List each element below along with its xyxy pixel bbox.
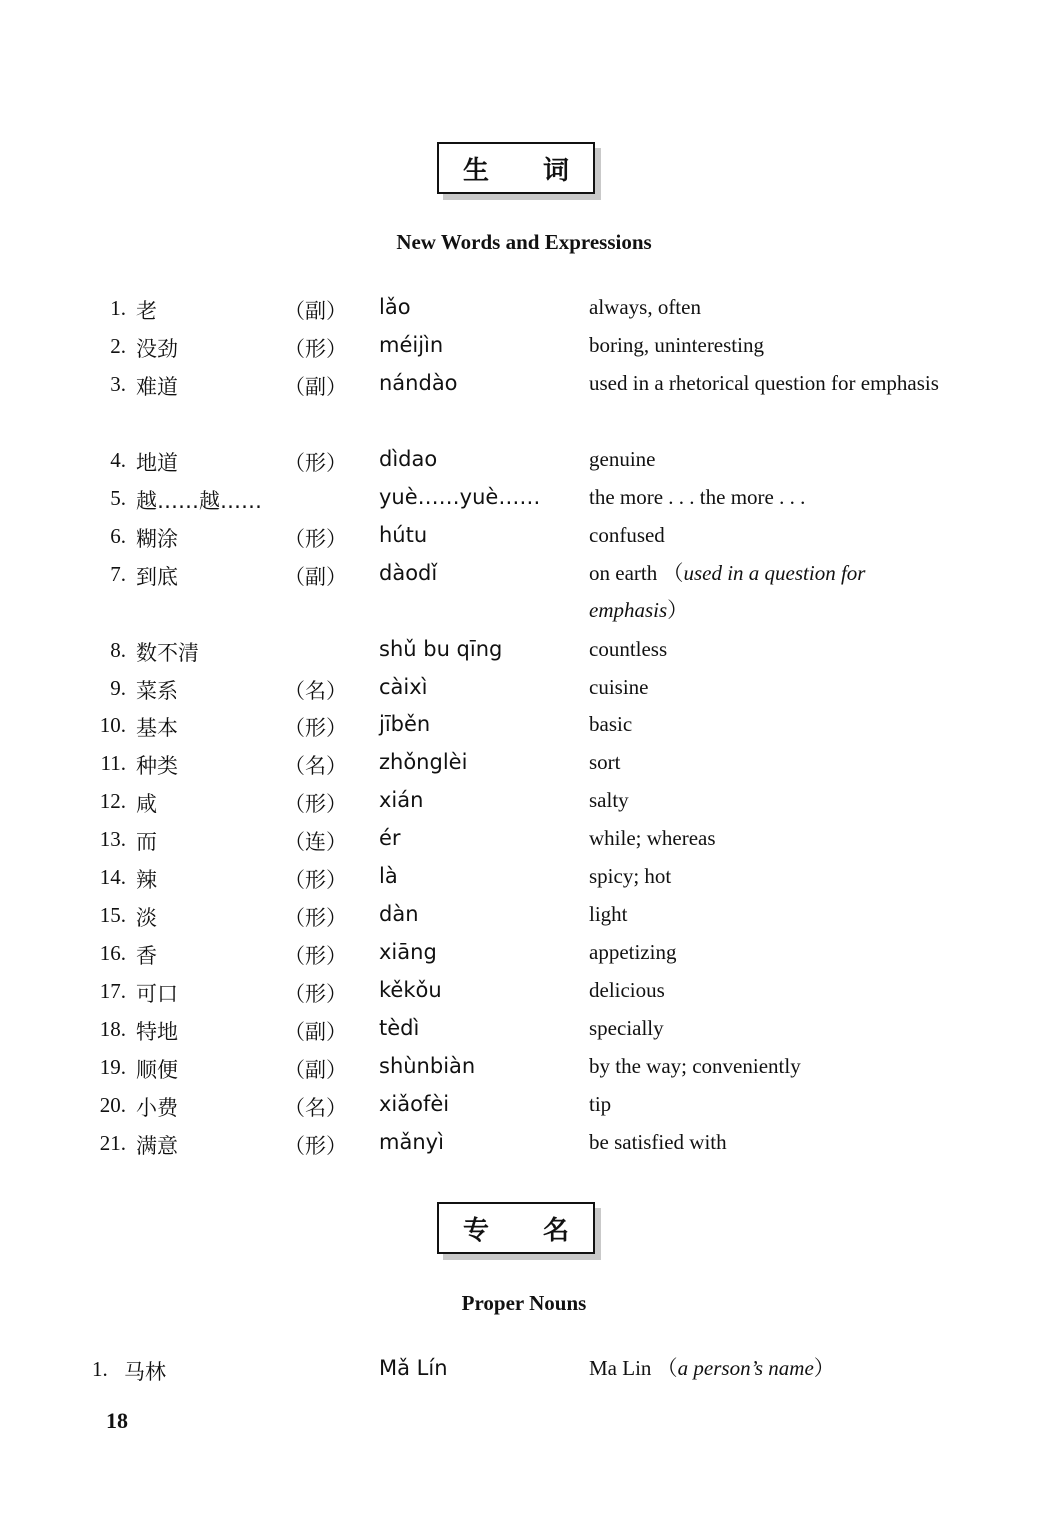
vocab-meaning [589, 517, 949, 554]
vocab-hanzi: 淡 [136, 906, 157, 930]
vocab-meaning-text: while; whereas [589, 826, 716, 850]
vocab-meaning [589, 934, 949, 971]
vocab-meaning [589, 289, 949, 326]
vocab-pinyin: là [379, 864, 398, 888]
vocab-pinyin: mǎnyì [379, 1130, 444, 1154]
vocab-part-of-speech: （形） [284, 944, 347, 968]
heading-char-1: 专 [463, 1215, 490, 1246]
vocab-pinyin: lǎo [379, 295, 411, 319]
vocab-meaning-text: boring, uninteresting [589, 333, 764, 357]
vocab-meaning-text: confused [589, 523, 665, 547]
vocab-pinyin: dàn [379, 902, 419, 926]
vocab-pinyin: ér [379, 826, 401, 850]
proper-noun-meaning-note: a person’s name [677, 1356, 814, 1380]
vocab-pinyin: hútu [379, 523, 428, 547]
vocab-hanzi: 越……越…… [136, 489, 262, 513]
heading-char-2: 词 [542, 155, 569, 186]
vocab-pinyin: méijìn [379, 333, 444, 357]
vocab-pinyin: shùnbiàn [379, 1054, 476, 1078]
vocab-part-of-speech: （副） [284, 565, 347, 589]
vocab-meaning-text: specially [589, 1016, 664, 1040]
vocab-hanzi: 地道 [136, 451, 178, 475]
vocab-meaning-text: spicy; hot [589, 864, 672, 888]
vocab-hanzi: 没劲 [136, 337, 178, 361]
vocab-number: 18. [99, 1017, 126, 1041]
vocab-meaning [589, 479, 949, 516]
vocab-hanzi: 而 [136, 830, 157, 854]
vocab-meaning-text: countless [589, 637, 668, 661]
vocab-meaning [589, 631, 949, 668]
vocab-pinyin: zhǒnglèi [379, 750, 468, 774]
vocab-hanzi: 糊涂 [136, 527, 178, 551]
vocab-hanzi: 老 [136, 299, 157, 323]
vocab-pinyin: xián [379, 788, 424, 812]
vocab-hanzi: 顺便 [136, 1058, 178, 1082]
vocab-pinyin: dìdao [379, 447, 438, 471]
vocab-number: 16. [99, 941, 126, 965]
vocab-pinyin: jīběn [379, 712, 431, 736]
vocab-number: 7. [110, 562, 126, 586]
vocab-number: 3. [110, 372, 126, 396]
vocab-number: 10. [99, 713, 126, 737]
vocab-pinyin: nándào [379, 371, 458, 395]
vocab-pinyin: kěkǒu [379, 978, 442, 1002]
vocab-hanzi: 香 [136, 944, 157, 968]
vocab-meaning [589, 820, 949, 857]
vocab-part-of-speech: （形） [284, 527, 347, 551]
vocab-hanzi: 特地 [136, 1020, 178, 1044]
vocab-row [0, 372, 1048, 408]
vocab-number: 14. [99, 865, 126, 889]
vocab-meaning-text: cuisine [589, 675, 649, 699]
vocab-number: 15. [99, 903, 126, 927]
vocab-pinyin: tèdì [379, 1016, 420, 1040]
vocab-part-of-speech: （名） [284, 679, 347, 703]
vocab-meaning [589, 782, 949, 819]
vocab-meaning [589, 1010, 949, 1047]
vocab-part-of-speech: （副） [284, 1058, 347, 1082]
vocab-number: 21. [99, 1131, 126, 1155]
proper-noun-pinyin: Mǎ Lín [379, 1356, 448, 1380]
vocab-part-of-speech: （名） [284, 754, 347, 778]
proper-nouns-heading-box [437, 1202, 595, 1254]
vocab-meaning [589, 1048, 949, 1085]
vocab-number: 4. [110, 448, 126, 472]
vocab-hanzi: 数不清 [136, 641, 199, 665]
vocab-meaning: on earth （used in a question for emphasis） [589, 561, 866, 622]
vocab-meaning [589, 327, 949, 364]
new-words-title: New Words and Expressions [396, 230, 652, 254]
vocab-meaning [589, 365, 949, 402]
vocab-part-of-speech: （副） [284, 299, 347, 323]
proper-noun-meaning: Ma Lin （a person’s name） [589, 1356, 835, 1380]
vocab-number: 19. [99, 1055, 126, 1079]
vocab-number: 17. [99, 979, 126, 1003]
vocab-meaning-text: be satisfied with [589, 1130, 727, 1154]
vocab-number: 20. [99, 1093, 126, 1117]
vocab-part-of-speech: （形） [284, 906, 347, 930]
vocab-part-of-speech: （形） [284, 982, 347, 1006]
vocab-meaning-text: genuine [589, 447, 656, 471]
vocab-number: 9. [110, 676, 126, 700]
vocab-meaning-text: light [589, 902, 628, 926]
heading-char-2: 名 [542, 1215, 569, 1246]
vocab-pinyin: yuè……yuè…… [379, 485, 541, 509]
vocab-meaning-text: delicious [589, 978, 665, 1002]
vocab-hanzi: 可口 [136, 982, 178, 1006]
vocab-part-of-speech: （形） [284, 868, 347, 892]
vocab-meaning [589, 1086, 949, 1123]
vocab-meaning [589, 858, 949, 895]
vocab-hanzi: 小费 [136, 1096, 178, 1120]
vocab-hanzi: 菜系 [136, 679, 178, 703]
vocab-number: 13. [99, 827, 126, 851]
vocab-meaning-text: basic [589, 712, 633, 736]
vocab-row [0, 1131, 1048, 1167]
vocab-meaning [589, 441, 949, 478]
vocab-pinyin: shǔ bu qīng [379, 637, 503, 661]
vocab-meaning-text: salty [589, 788, 629, 812]
vocab-meaning-text: appetizing [589, 940, 677, 964]
vocab-meaning-text: by the way; conveniently [589, 1054, 801, 1078]
vocab-number: 2. [110, 334, 126, 358]
vocab-meaning [589, 744, 949, 781]
vocab-pinyin: xiāng [379, 940, 437, 964]
vocab-number: 12. [99, 789, 126, 813]
vocab-hanzi: 满意 [136, 1134, 178, 1158]
vocab-hanzi: 基本 [136, 716, 178, 740]
vocab-pinyin: xiǎofèi [379, 1092, 450, 1116]
vocab-number: 11. [100, 751, 126, 775]
vocab-number: 1. [110, 296, 126, 320]
proper-noun-row [0, 1357, 1048, 1393]
vocab-meaning [589, 669, 949, 706]
vocab-part-of-speech: （名） [284, 1096, 347, 1120]
vocab-hanzi: 咸 [136, 792, 157, 816]
vocab-meaning-text: always, often [589, 295, 701, 319]
vocab-hanzi: 辣 [136, 868, 157, 892]
vocab-meaning [589, 896, 949, 933]
vocab-number: 8. [110, 638, 126, 662]
vocab-meaning-text: used in a rhetorical question for emphasis [589, 371, 939, 395]
vocab-meaning-text: sort [589, 750, 621, 774]
vocab-number: 6. [110, 524, 126, 548]
vocab-part-of-speech: （形） [284, 451, 347, 475]
vocab-meaning-text: the more . . . the more . . . [589, 485, 806, 509]
vocab-meaning [589, 706, 949, 743]
vocab-part-of-speech: （副） [284, 375, 347, 399]
vocab-part-of-speech: （形） [284, 792, 347, 816]
proper-nouns-title: Proper Nouns [461, 1291, 587, 1315]
proper-noun-hanzi: 马林 [124, 1360, 166, 1384]
vocab-part-of-speech: （形） [284, 337, 347, 361]
vocab-part-of-speech: （形） [284, 716, 347, 740]
new-words-heading-box [437, 142, 595, 194]
vocab-hanzi: 到底 [136, 565, 178, 589]
vocab-meaning-text: on earth [589, 561, 658, 585]
vocab-part-of-speech: （形） [284, 1134, 347, 1158]
vocab-part-of-speech: （连） [284, 830, 347, 854]
vocab-hanzi: 种类 [136, 754, 178, 778]
page-number: 18 [106, 1408, 128, 1433]
vocab-meaning [589, 972, 949, 1009]
vocab-number: 5. [110, 486, 126, 510]
vocab-pinyin: càixì [379, 675, 428, 699]
vocab-pinyin: dàodǐ [379, 561, 438, 585]
vocab-meaning-note: used in a question for emphasis [589, 561, 866, 622]
vocab-hanzi: 难道 [136, 375, 178, 399]
proper-noun-meaning-text: Ma Lin [589, 1356, 652, 1380]
vocab-part-of-speech: （副） [284, 1020, 347, 1044]
vocab-meaning [589, 1124, 949, 1161]
vocab-meaning-text: tip [589, 1092, 612, 1116]
proper-noun-number: 1. [92, 1357, 108, 1381]
heading-char-1: 生 [463, 155, 490, 186]
vocab-row [0, 561, 1048, 622]
